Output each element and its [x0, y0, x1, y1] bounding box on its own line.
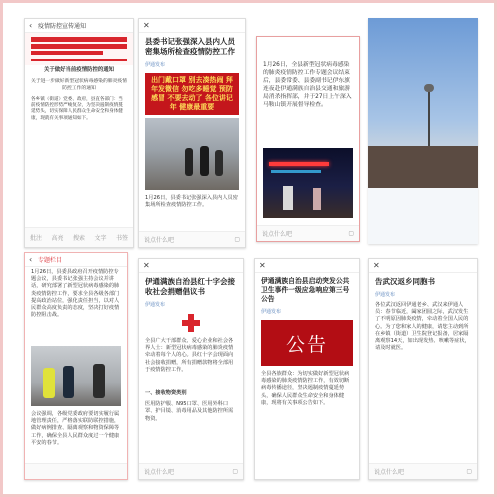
panel-topbar — [255, 259, 359, 273]
article-body: 1月26日，县委县政府召开疫情防控专题会议，县委书记张强主持会议并讲话，研究部署了新型冠状病毒感染的肺炎疫情防控工作，要求全县各级各部门提高政治站位，强化责任担当，以对人民群众高度负责的态度，坚决打好疫情防控阻击战。 — [31, 269, 120, 319]
chat-icon[interactable]: ▢ — [348, 230, 354, 237]
close-icon[interactable]: ✕ — [143, 21, 150, 30]
panel-topbar — [139, 19, 245, 33]
red-header-doc — [25, 33, 133, 65]
reader-toolbar — [25, 227, 133, 247]
night-checkpoint-photo — [263, 148, 353, 218]
panel-topbar — [25, 253, 127, 267]
announcement-banner: 公告 — [261, 320, 353, 366]
doc-subheading: 关于进一步做好新型冠状病毒感染的肺炎疫情防控工作的通知 — [31, 79, 127, 92]
article-body-continued: 会议强调，各级党委政府要切实履行属地管理责任，严格落实联防联控措施，做好病例排查、隔离观察和物资保障等工作，确保全县人民群众度过一个健康平安的春节。 — [31, 411, 120, 446]
article-body: 各位武汉返回伊通老乡、武汉来伊通人员：春节临近，阖家团圆之际，武汉发生了不明原因肺炎疫情，牵动着全国人民的心。为了您和家人的健康，请您主动到所在乡镇（街道）卫生院登记报备，居家隔离观察14天，如出现发热、咳嗽等症状，请及时就医。 — [375, 302, 470, 352]
article-source[interactable]: 伊通发布 — [375, 292, 396, 298]
doc-heading: 关于做好当前疫情防控的通知 — [43, 67, 115, 73]
comment-input[interactable]: 说点什么吧 — [262, 231, 293, 238]
back-arrow-icon[interactable]: ‹ — [29, 21, 33, 30]
comment-bar[interactable] — [139, 463, 243, 479]
red-rule — [31, 37, 127, 42]
panel-topbar — [25, 19, 133, 33]
checkpoint-photo — [31, 346, 121, 406]
article-body: 全县广大干部群众、爱心企业和社会各界人士：新型冠状病毒感染的肺炎疫情牵动着每个人的心。县红十字会现面向社会接收捐赠，所有捐赠款物将全部用于疫情防控工作。 — [145, 338, 234, 373]
chat-icon[interactable]: ▢ — [234, 236, 240, 243]
article-source[interactable]: 伊通发布 — [261, 309, 282, 315]
doc-body: 各乡镇（街道）党委、政府，县直各部门：当前疫情防控形势严峻复杂，为坚决遏制疫情蔓延势头，切实保障人民群众生命安全和身体健康，现就有关事项通知如下。 — [31, 96, 123, 121]
article-source[interactable]: 伊通发布 — [145, 62, 166, 68]
search-button[interactable]: 搜索 — [72, 235, 85, 242]
article-panel-inspection[interactable] — [138, 18, 246, 248]
section-body: 医用防护服、N95口罩、医用外科口罩、护目镜、消毒用品及其他防控所需物资。 — [145, 401, 234, 422]
panel-header: 专题栏目 — [38, 257, 63, 264]
comment-bar[interactable] — [139, 231, 245, 247]
notice-document-panel[interactable] — [24, 18, 134, 248]
topic-column-panel[interactable] — [24, 252, 128, 480]
comment-bar[interactable] — [257, 225, 359, 241]
bookmark-button[interactable]: 书签 — [115, 235, 128, 242]
snowy-village-photo — [368, 18, 478, 244]
close-icon[interactable]: ✕ — [373, 261, 380, 270]
street-photo — [145, 118, 239, 190]
panel-footer — [25, 463, 127, 479]
article-title: 县委书记张强深入县内人员密集场所检查疫情防控工作 — [145, 37, 235, 56]
slogan-banner: 出门戴口罩 别去凑热闹 拜年发微信 勿吃多睡觉 预防感冒 不要去动了 各位讲记年 健康最重要 — [145, 73, 239, 115]
red-rule — [31, 59, 127, 61]
letter-to-wuhan-returnees-panel[interactable] — [368, 258, 478, 480]
close-icon[interactable]: ✕ — [143, 261, 150, 270]
panel-topbar — [139, 259, 243, 273]
article-panel-night-check[interactable] — [256, 36, 360, 242]
comment-input[interactable]: 说点什么吧 — [374, 469, 405, 476]
panel-topbar — [369, 259, 477, 273]
section-heading: 一、接收物资类别 — [145, 390, 187, 396]
comment-input[interactable]: 说点什么吧 — [144, 469, 175, 476]
comment-input[interactable]: 说点什么吧 — [144, 237, 175, 244]
comment-bar[interactable] — [369, 463, 477, 479]
article-body: 1月26日，全县新型冠状病毒感染的肺炎疫情防控工作专题会议结束后，县委常委、县委副书记伊东旗连夜赴伊通满族自治县交通和旅游局消杀指挥部，并于27日上午深入马鞍山镇开展督导检查。 — [263, 62, 352, 108]
announcement-panel[interactable] — [254, 258, 360, 480]
chat-icon[interactable]: ▢ — [232, 468, 238, 475]
red-rule — [31, 51, 103, 55]
article-title: 伊通满族自治县启动突发公共卫生事件一级应急响应第三号公告 — [261, 277, 350, 303]
article-title: 伊通满族自治县红十字会接收社会捐赠倡议书 — [145, 277, 235, 296]
close-icon[interactable]: ✕ — [259, 261, 266, 270]
annotate-button[interactable]: 批注 — [30, 235, 43, 242]
red-cross-donation-panel[interactable] — [138, 258, 244, 480]
photo-caption: 1月26日，县委书记张强深入县内人员密集场所检查疫情防控工作。 — [145, 195, 238, 209]
article-body: 全县各族群众：为切实做好新型冠状病毒感染的肺炎疫情防控工作，有效切断病毒传播途径，坚决遏制疫情蔓延势头，确保人民群众生命安全和身体健康，现将有关事项公告如下。 — [261, 371, 350, 406]
text-button[interactable]: 文字 — [94, 235, 107, 242]
article-source[interactable]: 伊通发布 — [145, 302, 166, 308]
highlight-button[interactable]: 高亮 — [51, 235, 64, 242]
panel-header: 疫情防控宣传通知 — [38, 23, 87, 30]
red-rule — [31, 44, 127, 49]
back-arrow-icon[interactable]: ‹ — [29, 255, 33, 264]
article-title: 告武汉返乡同胞书 — [375, 277, 435, 286]
chat-icon[interactable]: ▢ — [466, 468, 472, 475]
red-cross-icon — [182, 314, 200, 332]
